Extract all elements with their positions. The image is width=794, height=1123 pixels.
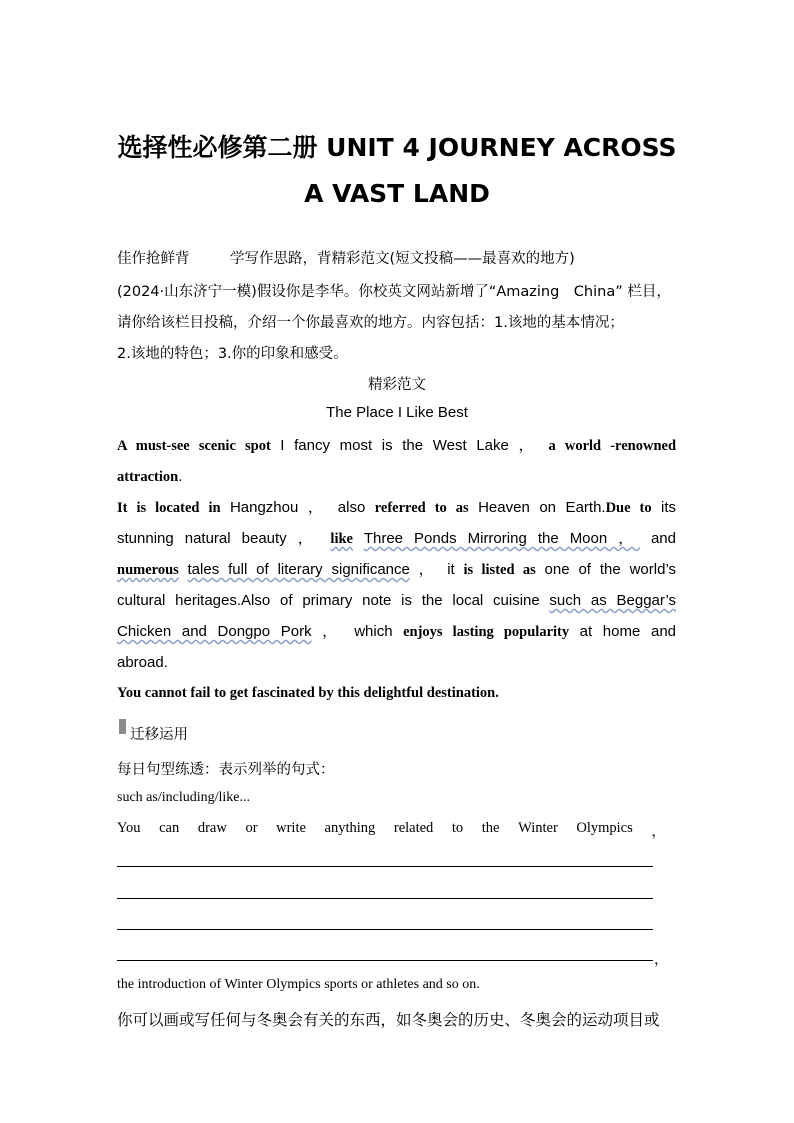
section-description: 学写作思路，背精彩范文(短文投稿——最喜欢的地方) (230, 251, 575, 267)
prompt-line-1: (2024·山东济宁一模)假设你是李华。你校英文网站新增了“Amazing China” 栏目， (117, 284, 671, 300)
essay-line-2 (117, 461, 182, 493)
text-run: Hangzhou ， also (229, 499, 366, 516)
phrase-bold: It is located in (117, 500, 221, 516)
section-label: 佳作抢鲜背 (117, 251, 190, 267)
text-run: stunning natural beauty ， (117, 530, 320, 547)
question-word: anything (324, 820, 376, 836)
essay-heading: 精彩范文 (368, 377, 426, 393)
text-run: its (661, 499, 677, 516)
question-word: the (481, 820, 500, 836)
text-run: I fancy most is the West Lake ， (280, 437, 539, 454)
text-run: at home and (579, 623, 677, 640)
phrase-underlined: Chicken and Dongpo Pork (117, 623, 312, 640)
answer-blank-line[interactable] (117, 866, 653, 867)
chinese-translation: 你可以画或写任何与冬奥会有关的东西，如冬奥会的历史、冬奥会的运动项目或 (117, 1011, 660, 1029)
question-word: draw (197, 820, 227, 836)
essay-line-5 (117, 554, 676, 586)
question-word: You (117, 820, 141, 836)
text-run: . (178, 468, 183, 485)
answer-blank-line[interactable] (117, 929, 653, 930)
phrase-underlined: Three Ponds Mirroring the Moon ， (363, 530, 641, 547)
phrase-bold-underlined: numerous (117, 562, 179, 578)
phrase-bold: is listed as (463, 562, 536, 578)
question-word: can (159, 820, 180, 836)
section-marker-icon (119, 719, 126, 734)
page-title-line1: 选择性必修第二册 UNIT 4 JOURNEY ACROSS (117, 133, 677, 162)
phrase-bold: referred to as (374, 500, 469, 516)
phrase-bold-underlined: like (330, 531, 353, 547)
phrase-bold: enjoys lasting popularity (403, 624, 570, 640)
question-word: related (393, 820, 434, 836)
question-word: write (276, 820, 306, 836)
question-word: Olympics (576, 820, 633, 836)
essay-closing-sentence: You cannot fail to get fascinated by this delightful destination. (117, 685, 499, 701)
essay-line-4 (117, 523, 676, 555)
exercise-question-line (117, 820, 666, 841)
text-run: Heaven on Earth. (478, 499, 606, 516)
transfer-subheading: 每日句型练透：表示列举的句式： (117, 762, 335, 778)
question-word: Winter (518, 820, 558, 836)
phrase-underlined: tales full of literary significance (187, 561, 410, 578)
question-word: to (451, 820, 464, 836)
essay-line-3 (117, 492, 676, 524)
phrase-bold: A must-see scenic spot (117, 438, 271, 454)
phrase-bold: a world -renowned (548, 438, 677, 454)
phrase-bold: attraction (117, 469, 179, 485)
essay-line-6 (117, 585, 676, 616)
essay-title: The Place I Like Best (326, 404, 468, 421)
phrase-underlined: such as Beggar’s (549, 592, 677, 609)
transfer-heading: 迁移运用 (130, 727, 188, 743)
text-run: and (650, 530, 676, 547)
sentence-pattern: such as/including/like... (117, 790, 250, 805)
phrase-bold: Due to (605, 500, 652, 516)
text-run: ， which (322, 623, 393, 640)
prompt-line-2: 请你给该栏目投稿，介绍一个你最喜欢的地方。内容包括：1.该地的基本情况； (117, 315, 624, 331)
blank-end-comma: ， (654, 952, 669, 968)
text-run: cultural heritages.Also of primary note is the local cuisine (117, 592, 540, 609)
essay-line-1 (117, 430, 676, 462)
prompt-line-3: 2.该地的特色；3.你的印象和感受。 (117, 346, 348, 362)
question-word: ， (651, 824, 666, 840)
exercise-tail: the introduction of Winter Olympics sports or athletes and so on. (117, 977, 480, 992)
page-title-line2: A VAST LAND (304, 179, 490, 208)
text-run: ， it (418, 561, 455, 578)
answer-blank-line[interactable] (117, 960, 653, 961)
essay-line-8: abroad. (117, 654, 168, 671)
answer-blank-line[interactable] (117, 898, 653, 899)
question-word: or (245, 820, 258, 836)
text-run: one of the world’s (544, 561, 677, 578)
essay-line-7 (117, 616, 676, 648)
